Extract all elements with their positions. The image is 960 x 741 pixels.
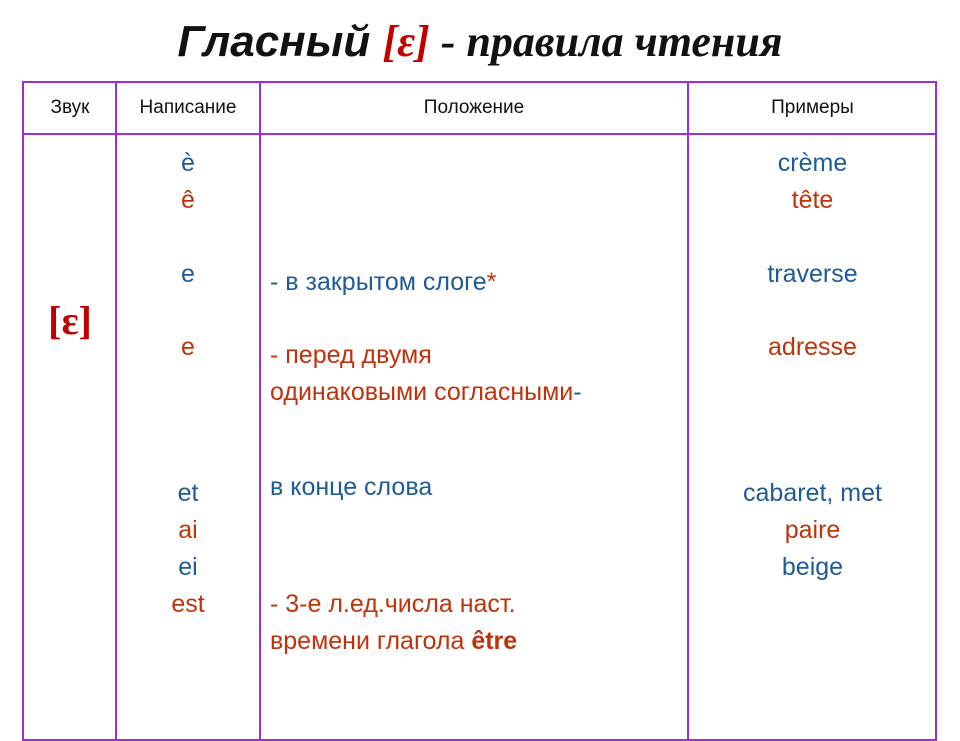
example-item: tête: [791, 186, 834, 214]
position-word-end: в конце слова: [270, 473, 433, 501]
title-symbol: [ɛ]: [382, 17, 430, 66]
header-divider: [24, 133, 935, 135]
example-item: crème: [777, 149, 848, 177]
position-etre: - 3-е л.ед.числа наст. времени глагола être: [270, 590, 518, 655]
spelling-item: et: [177, 479, 199, 507]
header-spelling: Написание: [139, 97, 237, 118]
spelling-item: est: [171, 590, 205, 618]
position-closed-syllable: - в закрытом слоге*: [270, 268, 497, 296]
example-item: beige: [781, 553, 844, 581]
sound-symbol: [ɛ]: [48, 298, 92, 343]
example-item: paire: [784, 516, 841, 544]
rules-table: [22, 81, 937, 741]
page-title: [0, 14, 960, 70]
header-sound: Звук: [50, 97, 90, 118]
spelling-item: e: [181, 260, 195, 288]
position-double-consonants: - перед двумя одинаковыми согласными-: [270, 341, 582, 406]
spelling-item: è: [181, 149, 195, 177]
title-subtitle: - правила чтения: [429, 17, 783, 66]
example-item: adresse: [768, 333, 857, 361]
example-item: traverse: [767, 260, 858, 288]
header-examples: Примеры: [771, 97, 854, 118]
spelling-item: e: [181, 333, 195, 361]
spelling-item: ei: [178, 553, 198, 581]
header-position: Положение: [423, 97, 525, 118]
spelling-item: ai: [178, 516, 198, 544]
title-text: Гласный: [177, 17, 383, 66]
spelling-item: ê: [181, 186, 195, 214]
example-item: cabaret, met: [743, 479, 882, 507]
